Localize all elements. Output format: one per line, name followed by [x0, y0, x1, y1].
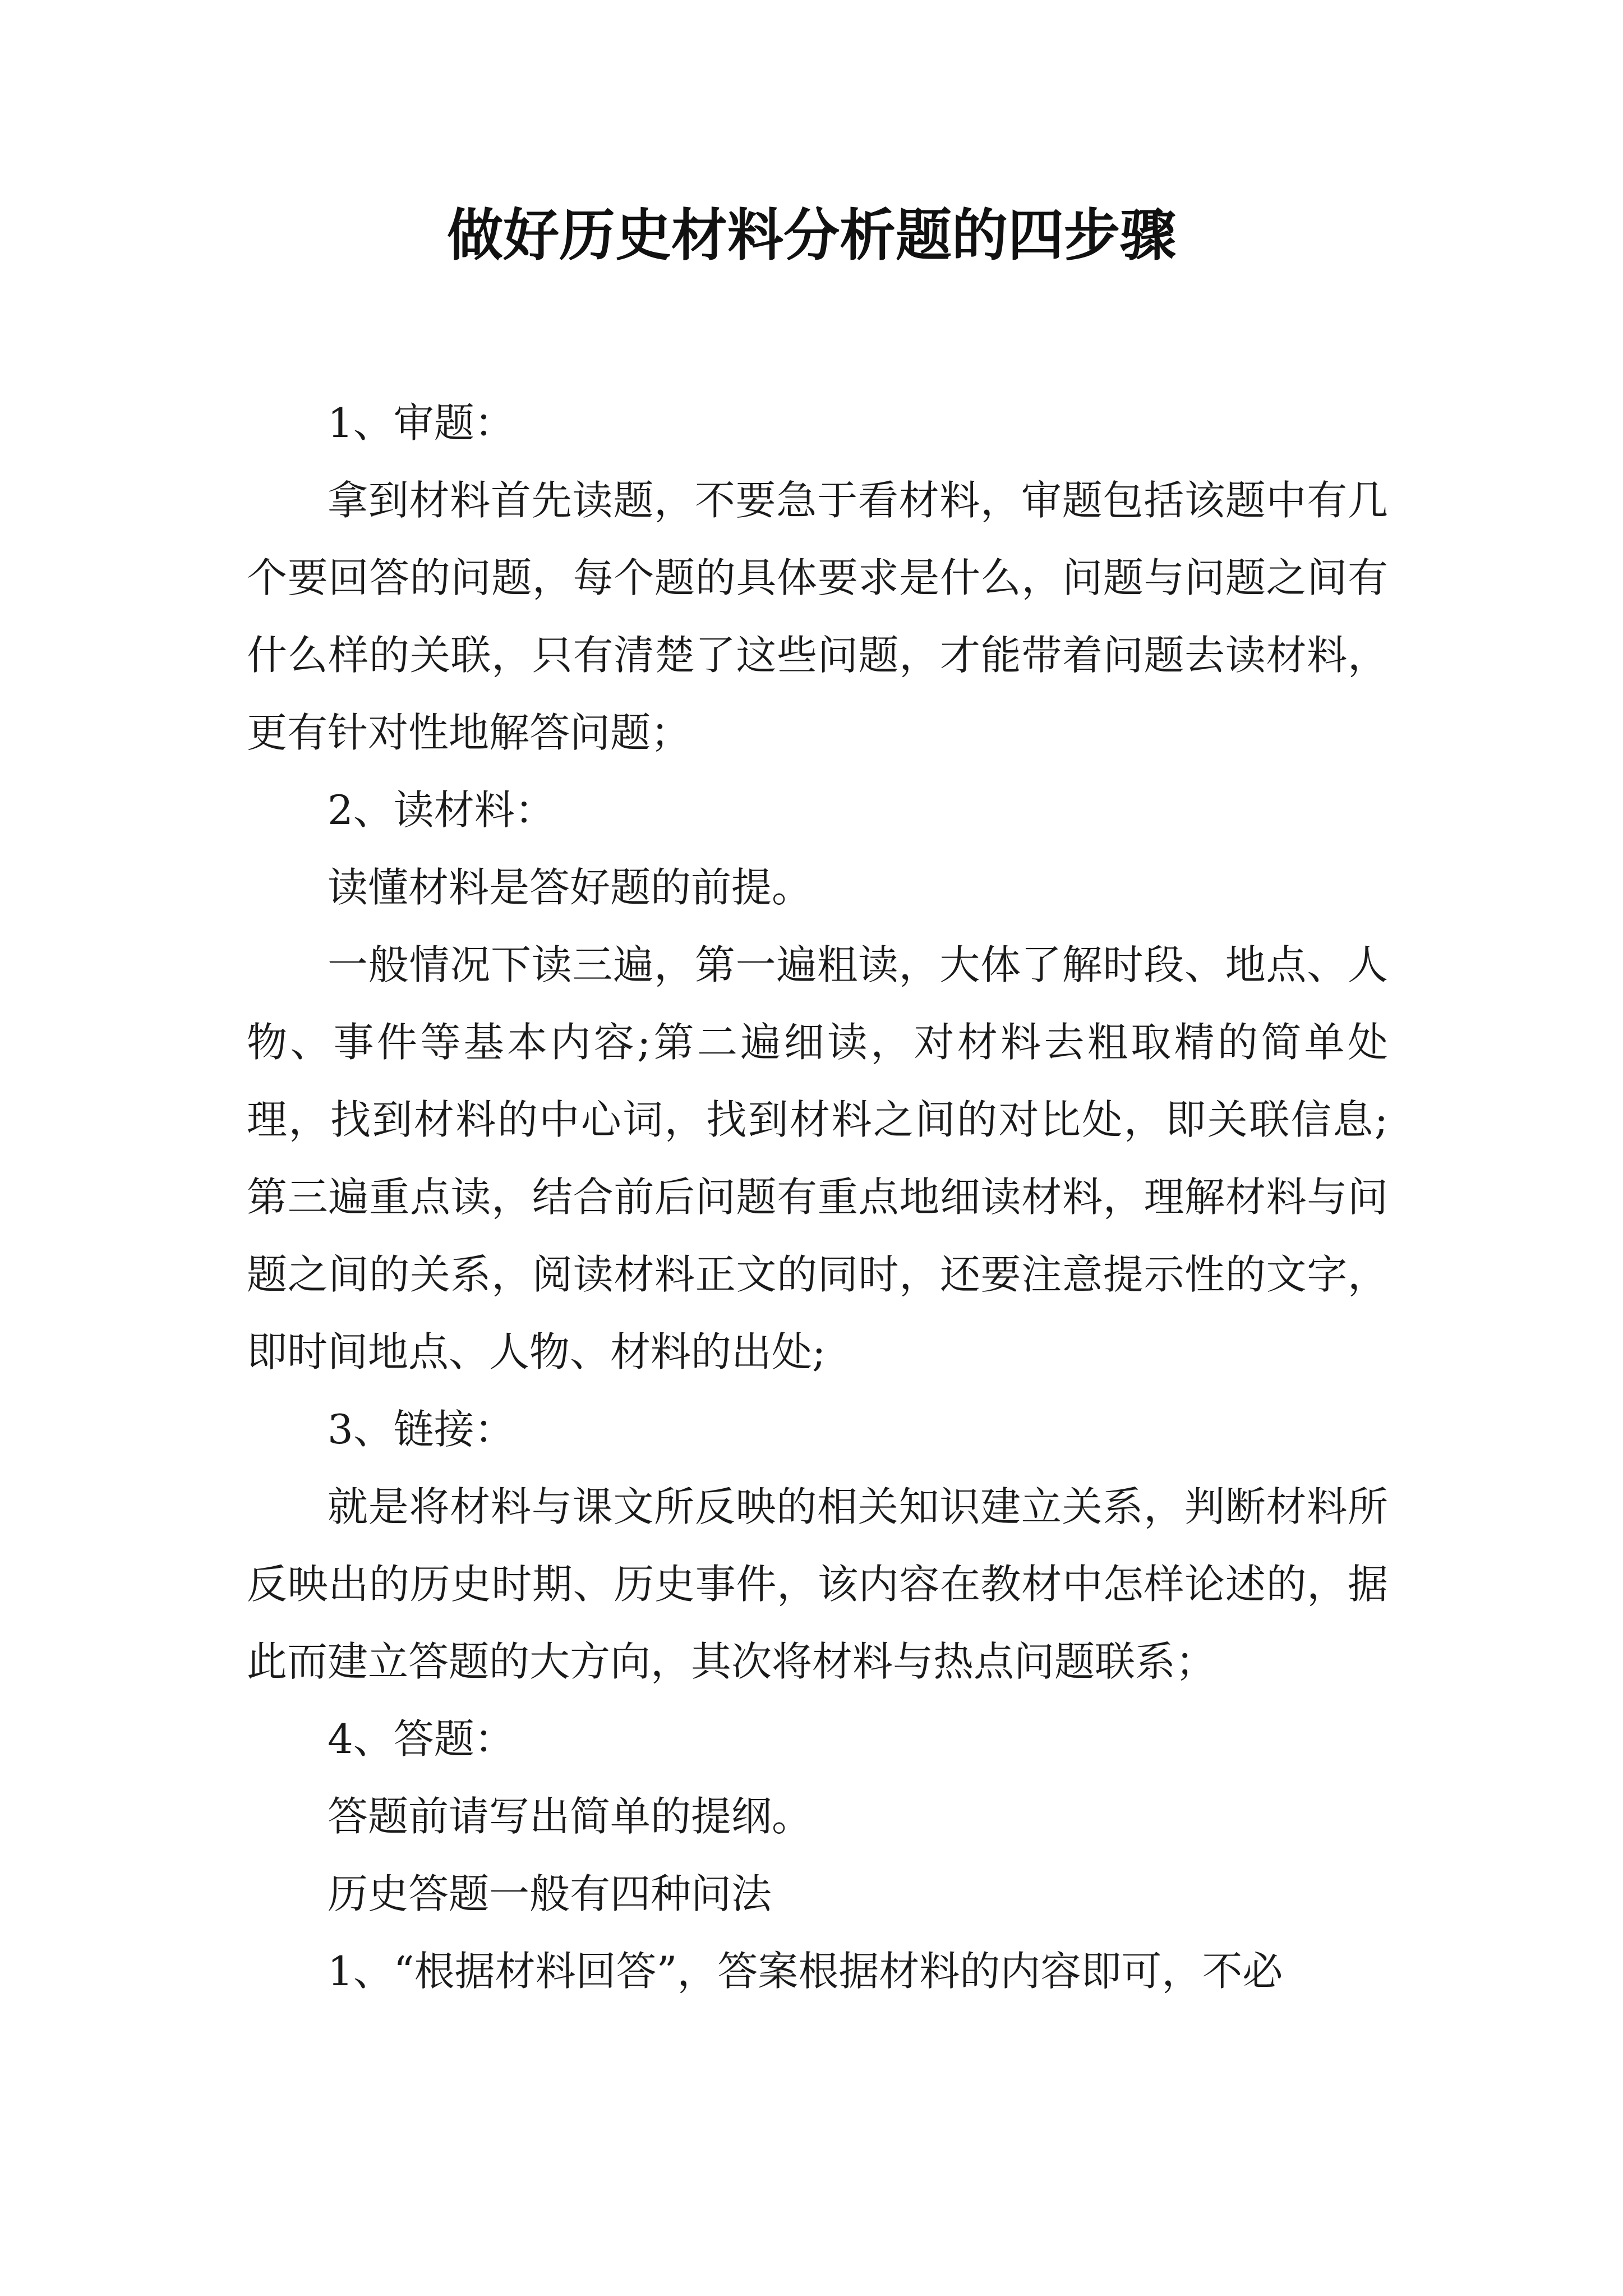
paragraph-step2-heading: 2、读材料： [328, 786, 555, 834]
paragraph-step2-intro: 读懂材料是答好题的前提。 [328, 864, 813, 911]
paragraph-question-type-1: 1、“根据材料回答”，答案根据材料的内容即可，不必 [328, 1948, 1283, 1995]
paragraph-step2-body: 一般情况下读三遍，第一遍粗读，大体了解时段、地点、人物、事件等基本内容;第二遍细读，对材料去粗取精的简单处理，找到材料的中心词，找到材料之间的对比处，即关联信息;第三遍重点读，结合前后问题有重点地细读材料，理解材料与问题之间的关系，阅读材料正文的同时，还要注意提示性的文字，即时间地点、人物、材料的出处; [247, 941, 1388, 1375]
paragraph-step1-body: 拿到材料首先读题，不要急于看材料，审题包括该题中有几个要回答的问题，每个题的具体要求是什么，问题与问题之间有什么样的关联，只有清楚了这些问题，才能带着问题去读材料，更有针对性地解答问题； [247, 477, 1388, 756]
paragraph-step3-heading: 3、链接： [328, 1406, 515, 1453]
paragraph-step4-heading: 4、答题： [328, 1715, 515, 1763]
document-title: 做好历史材料分析题的四步骤 [447, 203, 1176, 268]
document-body [247, 384, 1388, 2010]
paragraph-question-types: 历史答题一般有四种问法 [328, 1870, 772, 1917]
paragraph-step1-heading: 1、审题： [328, 399, 515, 447]
paragraph-step3-body: 就是将材料与课文所反映的相关知识建立关系，判断材料所反映出的历史时期、历史事件，该内容在教材中怎样论述的，据此而建立答题的大方向，其次将材料与热点问题联系； [247, 1483, 1388, 1685]
paragraph-step4-intro: 答题前请写出简单的提纲。 [328, 1793, 813, 1840]
